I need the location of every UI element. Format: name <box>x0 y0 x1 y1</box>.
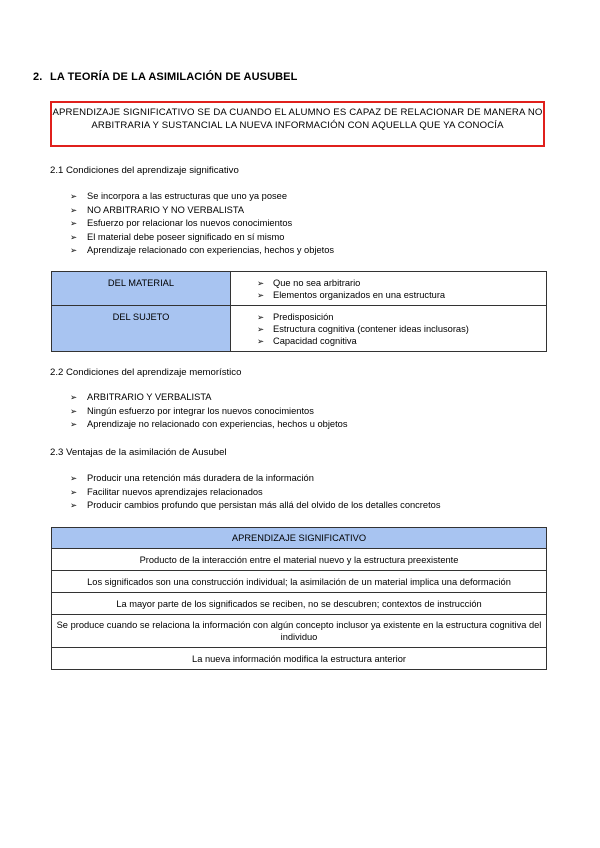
advantages-list <box>70 472 440 513</box>
table-row <box>52 571 547 593</box>
table-cell: Producto de la interacción entre el material nuevo y la estructura preexistente <box>52 549 547 571</box>
list-item: ➢ Predisposición <box>257 312 334 322</box>
arrow-bullet-icon: ➢ <box>70 473 78 483</box>
arrow-bullet-icon: ➢ <box>70 218 78 228</box>
list-item: ➢ Elementos organizados en una estructura <box>257 290 446 300</box>
list-item: ➢ ARBITRARIO Y VERBALISTA <box>70 391 348 405</box>
arrow-bullet-icon: ➢ <box>70 500 78 510</box>
table-row <box>52 593 547 615</box>
table-row <box>52 648 547 670</box>
row-label-subject: DEL SUJETO <box>52 306 231 352</box>
arrow-bullet-icon: ➢ <box>257 336 265 346</box>
list-item: ➢ Que no sea arbitrario <box>257 278 361 288</box>
arrow-bullet-icon: ➢ <box>70 231 78 242</box>
arrow-bullet-icon: ➢ <box>70 486 78 497</box>
arrow-bullet-icon: ➢ <box>257 324 265 334</box>
significant-learning-table <box>51 527 547 670</box>
list-item: ➢ El material debe poseer significado en sí mismo <box>70 231 334 245</box>
list-item: ➢ NO ARBITRARIO Y NO VERBALISTA <box>70 204 334 218</box>
arrow-bullet-icon: ➢ <box>70 419 78 429</box>
arrow-bullet-icon: ➢ <box>70 405 78 416</box>
list-item: ➢ Estructura cognitiva (contener ideas inclusoras) <box>257 324 469 334</box>
row-values-material <box>231 272 547 306</box>
subsection-title-2-2: 2.2 Condiciones del aprendizaje memorístico <box>50 367 242 378</box>
list-item: ➢ Producir cambios profundo que persistan más allá del olvido de los detalles concretos <box>70 499 440 513</box>
list-item: ➢ Producir una retención más duradera de la información <box>70 472 440 486</box>
list-item: ➢ Aprendizaje relacionado con experiencias, hechos y objetos <box>70 244 334 258</box>
table-header-row <box>52 528 547 549</box>
arrow-bullet-icon: ➢ <box>257 290 265 300</box>
list-item: ➢ Facilitar nuevos aprendizajes relacionados <box>70 486 440 500</box>
list-item: ➢ Aprendizaje no relacionado con experiencias, hechos u objetos <box>70 418 348 432</box>
table-cell: La mayor parte de los significados se reciben, no se descubren; contextos de instrucción <box>52 593 547 615</box>
table-cell: Los significados son una construcción individual; la asimilación de un material implica una deformación <box>52 571 547 593</box>
list-item: ➢ Ningún esfuerzo por integrar los nuevos conocimientos <box>70 405 348 419</box>
significant-conditions-list <box>70 190 334 258</box>
table-row <box>52 549 547 571</box>
list-item: ➢ Capacidad cognitiva <box>257 336 357 346</box>
list-item: ➢ Esfuerzo por relacionar los nuevos conocimientos <box>70 217 334 231</box>
arrow-bullet-icon: ➢ <box>70 245 78 255</box>
arrow-bullet-icon: ➢ <box>70 191 78 201</box>
conditions-table <box>51 271 547 352</box>
rote-conditions-list <box>70 391 348 432</box>
table-row <box>52 306 547 352</box>
subsection-title-2-1: 2.1 Condiciones del aprendizaje significativo <box>50 165 239 176</box>
table-row <box>52 615 547 648</box>
section-heading <box>33 71 297 83</box>
list-item: ➢ Se incorpora a las estructuras que uno ya posee <box>70 190 334 204</box>
section-number: 2. <box>33 71 43 83</box>
arrow-bullet-icon: ➢ <box>70 204 78 215</box>
table-cell: Se produce cuando se relaciona la información con algún concepto inclusor ya existente en la estructura cognitiva del individuo <box>52 615 547 648</box>
row-label-material: DEL MATERIAL <box>52 272 231 306</box>
table-row <box>52 272 547 306</box>
arrow-bullet-icon: ➢ <box>257 312 265 322</box>
arrow-bullet-icon: ➢ <box>257 278 265 288</box>
table-cell: La nueva información modifica la estructura anterior <box>52 648 547 670</box>
arrow-bullet-icon: ➢ <box>70 392 78 402</box>
section-title: LA TEORÍA DE LA ASIMILACIÓN DE AUSUBEL <box>50 71 298 83</box>
subsection-title-2-3: 2.3 Ventajas de la asimilación de Ausubel <box>50 447 227 458</box>
definition-box: APRENDIZAJE SIGNIFICATIVO SE DA CUANDO EL ALUMNO ES CAPAZ DE RELACIONAR DE MANERA NO ARBITRARIA Y SUSTANCIAL LA NUEVA INFORMACIÓN CON AQUELLA QUE YA CONOCÍA <box>50 101 545 147</box>
row-values-subject <box>231 306 547 352</box>
table-header: APRENDIZAJE SIGNIFICATIVO <box>52 528 547 549</box>
